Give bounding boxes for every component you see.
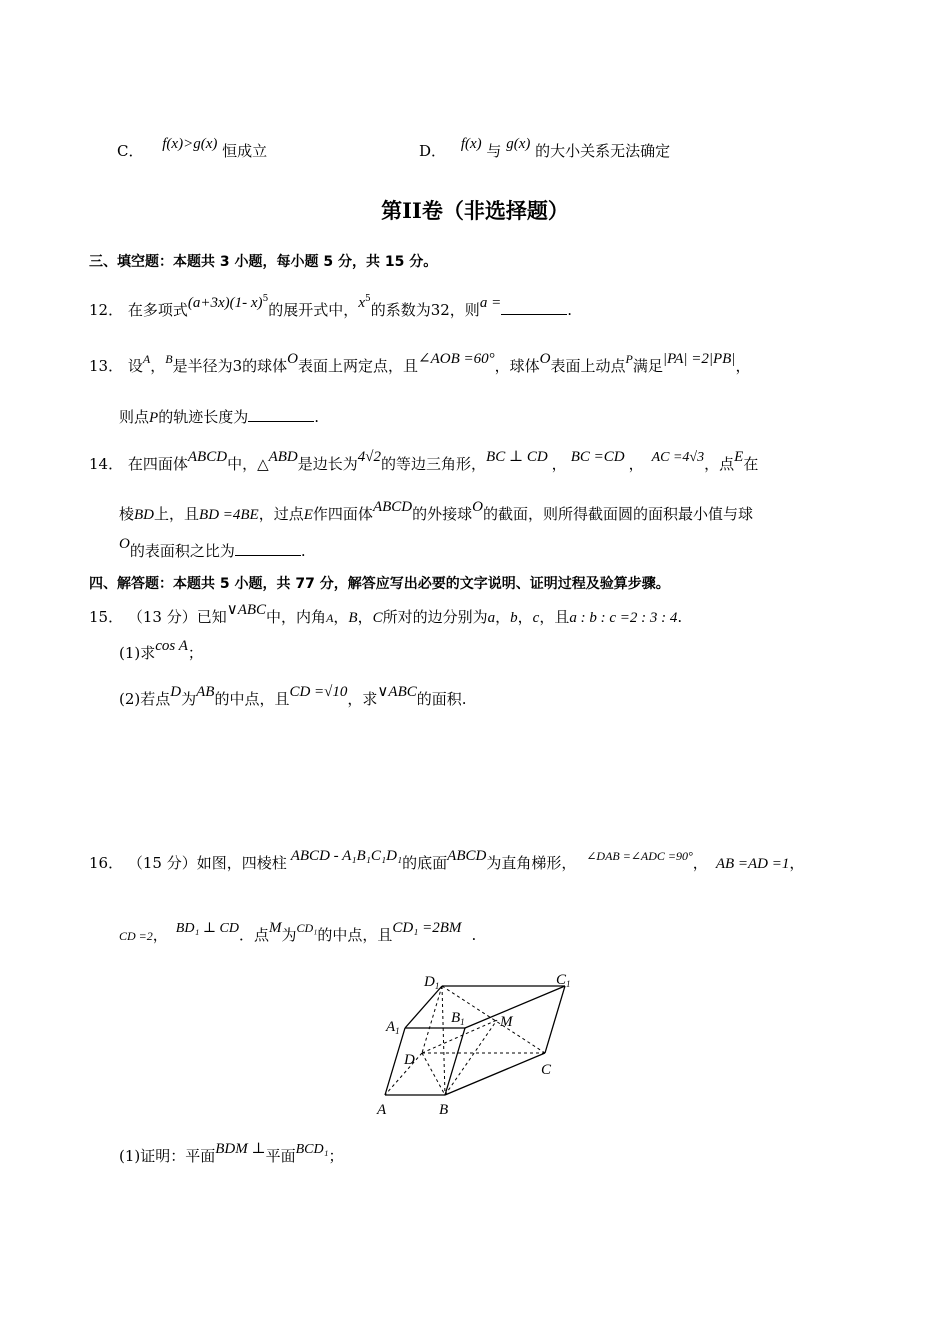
question-14: 14． 在四面体ABCD中，△ABD是边长为4√2的等边三角形，BC ⊥ CD ， BC =CD ， AC =4√3，点E在 bbox=[89, 449, 759, 473]
q12-exp: 5 bbox=[262, 294, 269, 304]
question-16-line2: CD =2， BD₁ ⊥ CD．点M为$^{CD_1}$的中点，且CD₁ =2BM . bbox=[119, 920, 477, 944]
q15-p2-text4: ，求 bbox=[347, 690, 378, 708]
q14-cond4: BD =4BE bbox=[199, 507, 259, 523]
q15-c-angle: C bbox=[372, 610, 383, 626]
option-d-mid: 与 bbox=[486, 142, 502, 160]
option-c-text: 恒成立 bbox=[222, 142, 268, 160]
q12-x-exp: 5 bbox=[364, 294, 371, 304]
q15-text4: ，且 bbox=[539, 608, 570, 626]
label-d1: $D_1$ bbox=[424, 974, 440, 991]
section-title: 第II卷（非选择题） bbox=[381, 198, 569, 223]
option-c-label: C． bbox=[117, 142, 144, 160]
q15-text2: 中，内角 bbox=[266, 608, 327, 626]
label-d: D bbox=[404, 1052, 415, 1068]
q15-p2-text: (2)若点 bbox=[119, 690, 171, 708]
label-c1: $C_1$ bbox=[556, 972, 571, 989]
label-m: M bbox=[500, 1014, 513, 1030]
q14-text5: ，点 bbox=[704, 455, 735, 473]
q14-text: 在四面体 bbox=[127, 455, 188, 473]
q14-text2: 中，△ bbox=[227, 455, 269, 473]
q12-x: x bbox=[358, 295, 365, 311]
q13-condition: |PA| =2|PB| bbox=[662, 351, 736, 367]
q14-abcd2: ABCD bbox=[372, 499, 413, 515]
q12-expr: (a+3x)(1- x) bbox=[187, 295, 263, 311]
q14-cond2: BC =CD bbox=[570, 449, 625, 465]
q13-end: ， bbox=[735, 357, 751, 375]
q16-p1-expr: BDM ⊥ bbox=[215, 1141, 266, 1157]
q16-text2: 的底面 bbox=[402, 854, 448, 872]
q15-p1-end: ； bbox=[187, 644, 203, 662]
q13-text4: ，球体 bbox=[494, 357, 540, 375]
q15-triangle2: ∨ABC bbox=[377, 684, 417, 700]
q16-angle: ∠DAB =∠ADC =90° bbox=[586, 849, 693, 863]
question-13-line2 bbox=[119, 407, 319, 428]
q16-number: 16． bbox=[89, 854, 124, 872]
q14-l2-text4: 作四面体 bbox=[312, 505, 373, 523]
q15-side-b: b bbox=[510, 610, 518, 626]
question-14-line2 bbox=[119, 499, 753, 525]
q15-side-a: a bbox=[487, 610, 496, 626]
edge-d1b bbox=[442, 986, 445, 1095]
question-14-line3 bbox=[119, 536, 306, 562]
q12-answer-blank[interactable] bbox=[501, 300, 567, 315]
question-16: 16． （15 分）如图，四棱柱 ABCD - A₁B₁C₁D₁的底面ABCD为直角梯形， $^{\angle DAB =\angle ADC =90^\circ}$， AB =AD =1， bbox=[89, 848, 805, 872]
q16-l2-text: ．点 bbox=[238, 926, 269, 944]
section-4-heading: 四、解答题：本题共 5 小题，共 77 分，解答应写出必要的文字说明、证明过程及验算步骤。 bbox=[89, 576, 670, 592]
question-15-part1 bbox=[119, 638, 203, 664]
q13-comma: ， bbox=[150, 357, 166, 375]
question-12 bbox=[89, 294, 572, 321]
prism-figure bbox=[375, 968, 595, 1118]
q14-text4: 的等边三角形， bbox=[381, 455, 487, 473]
q16-perp: BD₁ ⊥ CD bbox=[175, 921, 239, 936]
q16-cond2: CD₁ =2BM bbox=[392, 920, 462, 936]
label-b1: $B_1$ bbox=[451, 1010, 465, 1027]
q14-abd: ABD bbox=[268, 449, 298, 465]
q16-base: ABCD bbox=[447, 848, 487, 864]
q14-l3-end: . bbox=[300, 542, 306, 560]
q13-text: 设 bbox=[127, 357, 143, 375]
label-c: C bbox=[541, 1062, 552, 1078]
q15-number: 15． bbox=[89, 608, 124, 626]
q15-d: D bbox=[170, 684, 182, 700]
q14-answer-blank[interactable] bbox=[235, 541, 301, 556]
q14-text6: 在 bbox=[743, 455, 759, 473]
q16-prism: ABCD - A₁B₁C₁D₁ bbox=[290, 848, 403, 864]
q15-p1-expr: cos A bbox=[155, 638, 188, 654]
q16-l2-text2: 为 bbox=[281, 926, 297, 944]
q14-abcd: ABCD bbox=[187, 449, 228, 465]
q13-a: A bbox=[142, 352, 151, 366]
q15-b-angle: B bbox=[348, 610, 358, 626]
q16-l2-text3: 的中点，且 bbox=[317, 926, 393, 944]
q16-cond1: AB =AD =1 bbox=[715, 856, 790, 872]
edge-c1c bbox=[545, 986, 565, 1053]
q16-text: （15 分）如图，四棱柱 bbox=[127, 854, 287, 872]
q12-a: a = bbox=[479, 295, 502, 311]
q13-angle: ∠AOB =60° bbox=[418, 351, 495, 367]
label-b: B bbox=[439, 1102, 449, 1118]
q16-p1-text2: 平面 bbox=[265, 1147, 296, 1165]
q15-text3: 所对的边分别为 bbox=[382, 608, 488, 626]
q13-b: B bbox=[165, 352, 173, 366]
q12-text3: 的系数为32，则 bbox=[370, 301, 480, 319]
q15-p2-text2: 为 bbox=[181, 690, 197, 708]
q15-a-angle: A bbox=[326, 611, 334, 625]
question-15-part2 bbox=[119, 684, 467, 710]
q15-p1-text: (1)求 bbox=[119, 644, 156, 662]
section-3-heading: 三、填空题：本题共 3 小题，每小题 5 分，共 15 分。 bbox=[89, 254, 438, 270]
q15-p2-text3: 的中点，且 bbox=[214, 690, 290, 708]
q16-p1-expr2: BCD₁ bbox=[295, 1142, 329, 1157]
q13-l2-text2: 的轨迹长度为 bbox=[158, 408, 249, 426]
q16-l2-end: . bbox=[471, 926, 477, 944]
q13-text3: 表面上两定点，且 bbox=[297, 357, 418, 375]
q14-l2-text: 棱 bbox=[119, 505, 135, 523]
question-16-part1 bbox=[119, 1141, 344, 1168]
q14-text3: 是边长为 bbox=[297, 455, 358, 473]
q13-o: O bbox=[287, 351, 298, 367]
q15-text: （13 分）已知 bbox=[127, 608, 227, 626]
option-d bbox=[419, 136, 671, 162]
q12-number: 12． bbox=[89, 301, 124, 319]
q13-text5: 表面上动点 bbox=[550, 357, 626, 375]
q14-o: O bbox=[472, 499, 483, 515]
q14-l2-text2: 上，且 bbox=[154, 505, 200, 523]
option-d-expr2: g(x) bbox=[506, 136, 531, 152]
q14-l2-text3: ，过点 bbox=[258, 505, 304, 523]
q13-answer-blank[interactable] bbox=[248, 407, 314, 422]
q13-p2: P bbox=[149, 410, 159, 426]
q14-e2: E bbox=[303, 507, 313, 523]
label-a: A bbox=[377, 1102, 387, 1118]
edge-d1d bbox=[422, 986, 442, 1053]
question-13 bbox=[89, 351, 751, 377]
q15-end: . bbox=[677, 608, 683, 626]
q14-l3-text: 的表面积之比为 bbox=[129, 542, 235, 560]
option-d-expr1: f(x) bbox=[460, 136, 482, 152]
q15-ratio: a : b : c =2 : 3 : 4 bbox=[569, 610, 678, 626]
q16-cd-length: CD =2 bbox=[119, 929, 153, 943]
edge-db bbox=[422, 1053, 445, 1095]
q13-text2: 是半径为3的球体 bbox=[172, 357, 288, 375]
q15-ab: AB bbox=[196, 684, 215, 700]
edge-d1a1 bbox=[405, 986, 442, 1028]
q13-text6: 满足 bbox=[632, 357, 663, 375]
q14-cond1: BC ⊥ CD bbox=[486, 449, 548, 465]
q14-length: 4√2 bbox=[357, 449, 382, 465]
option-c bbox=[117, 136, 268, 162]
q12-end: . bbox=[567, 301, 572, 319]
option-d-label: D． bbox=[419, 142, 447, 160]
q16-cd1: CD₁ bbox=[296, 921, 318, 935]
q16-p1-text: (1)证明：平面 bbox=[119, 1147, 216, 1165]
q16-text3: 为直角梯形， bbox=[486, 854, 577, 872]
q14-l2-text5: 的外接球 bbox=[412, 505, 473, 523]
q14-cond3: AC =4√3 bbox=[651, 450, 705, 465]
q14-l2-text6: 的截面，则所得截面圆的面积最小值与球 bbox=[482, 505, 753, 523]
q12-text2: 的展开式中， bbox=[268, 301, 359, 319]
edge-a1a bbox=[385, 1028, 405, 1095]
q13-l2-text: 则点 bbox=[119, 408, 150, 426]
q13-number: 13． bbox=[89, 357, 124, 375]
q13-p: P bbox=[625, 352, 633, 366]
option-d-text: 的大小关系无法确定 bbox=[535, 142, 671, 160]
q13-o2: O bbox=[539, 351, 551, 367]
question-15: 15． （13 分）已知∨ABC中，内角A，B，C所对的边分别为a，b，c，且a : b : c =2 : 3 : 4. bbox=[89, 602, 683, 626]
q12-text: 在多项式 bbox=[127, 301, 188, 319]
q15-cd: CD =√10 bbox=[289, 684, 348, 700]
option-c-expr: f(x)>g(x) bbox=[162, 136, 218, 152]
q13-l2-end: . bbox=[314, 408, 319, 426]
q16-p1-end: ； bbox=[328, 1147, 344, 1165]
label-a1: $A_1$ bbox=[386, 1019, 400, 1036]
q16-m: M bbox=[268, 920, 282, 936]
q15-p2-text5: 的面积. bbox=[416, 690, 467, 708]
q14-l3-o: O bbox=[119, 536, 130, 552]
q14-e: E bbox=[734, 449, 744, 465]
q15-triangle: ∨ABC bbox=[226, 602, 267, 618]
q14-number: 14． bbox=[89, 455, 124, 473]
edge-b1c1 bbox=[465, 986, 565, 1028]
q14-bd: BD bbox=[134, 507, 155, 523]
q15-side-c: c bbox=[532, 610, 540, 626]
